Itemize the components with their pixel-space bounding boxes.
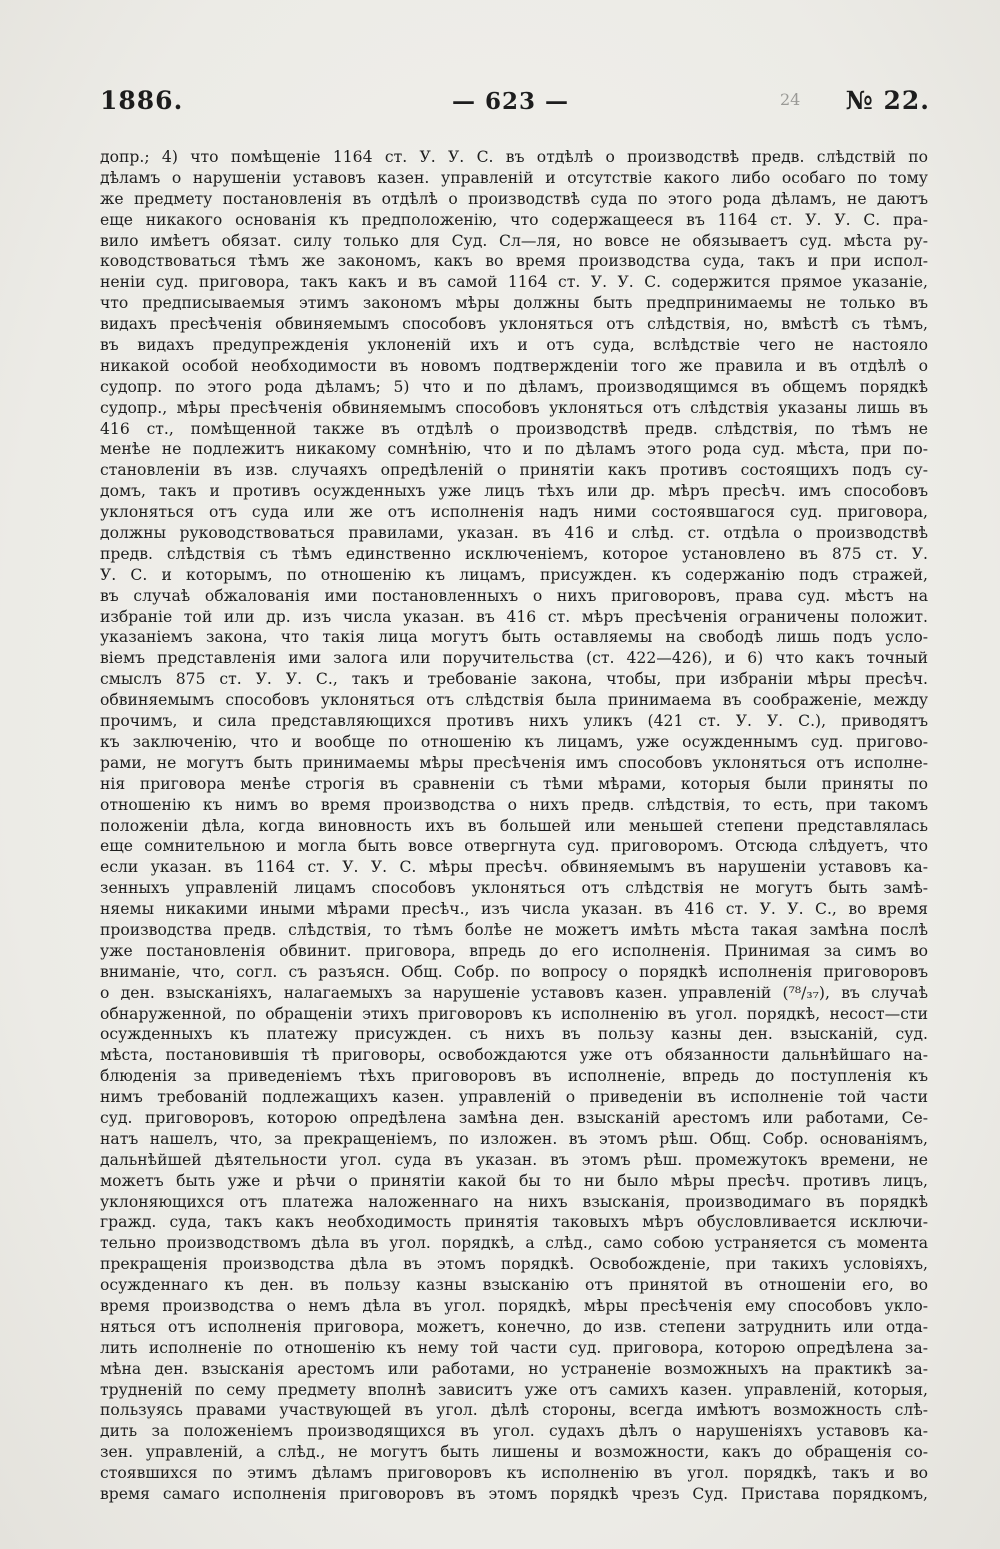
text-line: пользуясь правами участвующей въ угол. дѣлѣ стороны, всегда имѣютъ возможность слѣ-: [100, 1401, 928, 1420]
text-line: обнаруженной, по обращеніи этихъ приговоровъ къ исполненію въ угол. порядкѣ, несост—сти: [100, 1004, 928, 1023]
text-line: уклоняющихся отъ платежа наложеннаго на нихъ взысканія, производимаго въ порядкѣ: [100, 1192, 928, 1211]
text-line: о ден. взысканіяхъ, налагаемыхъ за нарушеніе уставовъ казен. управленій (⁷⁸/₃₇), въ случаѣ: [100, 983, 928, 1002]
text-line: стоявшихся по этимъ дѣламъ приговоровъ къ исполненію въ угол. порядкѣ, такъ и во: [100, 1464, 928, 1483]
text-line: мѣна ден. взысканія арестомъ или работами, но устраненіе возможныхъ на практикѣ за-: [100, 1359, 928, 1378]
text-line: въ случаѣ обжалованія ими постановленныхъ о нихъ приговоровъ, права суд. мѣстъ на: [100, 586, 928, 605]
text-line: дѣламъ о нарушеніи уставовъ казен. управленій и отсутствіе какого либо особаго по тому: [100, 168, 928, 187]
text-line: осужденныхъ къ платежу присужден. съ нихъ въ пользу казны ден. взысканій, суд.: [100, 1025, 928, 1044]
text-line: прекращенія производства дѣла въ этомъ порядкѣ. Освобожденіе, при такихъ условіяхъ,: [100, 1255, 928, 1274]
text-line: нія приговора менѣе строгія въ сравненіи съ тѣми мѣрами, которыя были приняты по: [100, 774, 928, 793]
text-line: мѣста, постановившія тѣ приговоры, освобождаются уже отъ обязанности дальнѣйшаго на-: [100, 1046, 928, 1065]
text-line: судопр., мѣры пресѣченія обвиняемымъ способовъ уклоняться отъ слѣдствія указаны лишь въ: [100, 398, 928, 417]
text-line: еще никакого основанія къ предположенію, что содержащееся въ 1164 ст. У. У. С. пра-: [100, 210, 928, 229]
text-line: становленіи въ изв. случаяхъ опредѣленій о принятіи какъ противъ состоящихъ подъ су-: [100, 461, 928, 480]
text-line: время производства о немъ дѣла въ угол. порядкѣ, мѣры пресѣченія ему способовъ укло-: [100, 1296, 928, 1315]
text-line: если указан. въ 1164 ст. У. У. С. мѣры пресѣч. обвиняемымъ въ нарушеніи уставовъ ка-: [100, 858, 928, 877]
page-header: [100, 86, 930, 126]
text-line: отношенію къ нимъ во время производства о нихъ предв. слѣдствія, то есть, при такомъ: [100, 795, 928, 814]
text-line: няться отъ исполненія приговора, можетъ, конечно, до изв. степени затруднить или отда-: [100, 1317, 928, 1336]
text-line: менѣе не подлежитъ никакому сомнѣнію, что и по дѣламъ этого рода суд. мѣста, при по-: [100, 440, 928, 459]
text-line: суд. приговоровъ, которою опредѣлена замѣна ден. взысканій арестомъ или работами, Се-: [100, 1108, 928, 1127]
text-line: смыслъ 875 ст. У. У. С., такъ и требованіе закона, чтобы, при избраніи мѣры пресѣч.: [100, 670, 928, 689]
text-line: У. С. и которымъ, по отношенію къ лицамъ, присужден. къ содержанію подъ стражей,: [100, 565, 928, 584]
text-line: избраніе той или др. изъ числа указан. въ 416 ст. мѣръ пресѣченія ограничены положит.: [100, 607, 928, 626]
text-line: положеніи дѣла, когда виновность ихъ въ большей или меньшей степени представлялась: [100, 816, 928, 835]
text-line: віемъ представленія ими залога или поручительства (ст. 422—426), и 6) что какъ точный: [100, 649, 928, 668]
text-line: зенныхъ управленій лицамъ способовъ уклоняться отъ слѣдствія не могутъ быть замѣ-: [100, 879, 928, 898]
text-line: вниманіе, что, согл. съ разъясн. Общ. Собр. по вопросу о порядкѣ исполненія приговоровъ: [100, 962, 928, 981]
text-line: прочимъ, и сила представляющихся противъ нихъ уликъ (421 ст. У. У. С.), приводятъ: [100, 712, 928, 731]
text-line: 416 ст., помѣщенной также въ отдѣлѣ о производствѣ предв. слѣдствія, по тѣмъ не: [100, 419, 928, 438]
faint-mark: 24: [780, 90, 801, 109]
text-line: неніи суд. приговора, такъ какъ и въ самой 1164 ст. У. У. С. содержится прямое указаніе,: [100, 273, 928, 292]
text-line: указаніемъ закона, что такія лица могутъ быть оставляемы на свободѣ лишь подъ усло-: [100, 628, 928, 647]
text-line: судопр. по этого рода дѣламъ; 5) что и по дѣламъ, производящимся въ общемъ порядкѣ: [100, 377, 928, 396]
page-number: — 623 —: [452, 88, 570, 115]
text-line: видахъ пресѣченія обвиняемымъ способовъ уклоняться отъ слѣдствія, но, вмѣстѣ съ тѣмъ,: [100, 315, 928, 334]
text-line: гражд. суда, такъ какъ необходимость принятія таковыхъ мѣръ обусловливается исключи-: [100, 1213, 928, 1232]
text-line: блюденія за приведеніемъ тѣхъ приговоровъ въ исполненіе, впредь до поступленія къ: [100, 1067, 928, 1086]
text-line: время самаго исполненія приговоровъ въ этомъ порядкѣ чрезъ Суд. Пристава порядкомъ,: [100, 1485, 928, 1503]
text-line: рами, не могутъ быть принимаемы мѣры пресѣченія имъ способовъ уклоняться отъ исполне-: [100, 753, 928, 772]
text-line: няемы никакими иными мѣрами пресѣч., изъ числа указан. въ 416 ст. У. У. С., во время: [100, 900, 928, 919]
text-line: обвиняемымъ способовъ уклоняться отъ слѣдствія была принимаема въ соображеніе, между: [100, 691, 928, 710]
text-line: уклоняться отъ суда или же отъ исполненія надъ ними состоявшагося суд. приговора,: [100, 503, 928, 522]
text-line: къ заключенію, что и вообще по отношенію къ лицамъ, уже осужденнымъ суд. пригово-: [100, 732, 928, 751]
text-line: никакой особой необходимости въ новомъ подтвержденіи того же правила и въ отдѣлѣ о: [100, 356, 928, 375]
text-line: въ видахъ предупрежденія уклоненій ихъ и отъ суда, вслѣдствіе чего не настояло: [100, 336, 928, 355]
text-line: еще сомнительною и могла быть вовсе отвергнута суд. приговоромъ. Отсюда слѣдуетъ, что: [100, 837, 928, 856]
year-label: 1886.: [100, 86, 184, 115]
issue-number: № 22.: [845, 86, 930, 115]
text-line: что предписываемыя этимъ закономъ мѣры должны быть предпринимаемы не только въ: [100, 294, 928, 313]
text-line: натъ нашелъ, что, за прекращеніемъ, по изложен. въ этомъ рѣш. Общ. Собр. основаніямъ,: [100, 1129, 928, 1148]
text-line: должны руководствоваться правилами, указан. въ 416 и слѣд. ст. отдѣла о производствѣ: [100, 524, 928, 543]
text-line: предв. слѣдствія съ тѣмъ единственно исключеніемъ, которое установлено въ 875 ст. У.: [100, 544, 928, 563]
text-line: домъ, такъ и противъ осужденныхъ уже лицъ тѣхъ или др. мѣръ пресѣч. имъ способовъ: [100, 482, 928, 501]
text-line: же предмету постановленія въ отдѣлѣ о производствѣ суда по этого рода дѣламъ, не даютъ: [100, 189, 928, 208]
text-line: тельно производствомъ дѣла въ угол. порядкѣ, а слѣд., само собою устраняется съ момента: [100, 1234, 928, 1253]
text-line: дальнѣйшей дѣятельности угол. суда въ указан. въ этомъ рѣш. промежутокъ времени, не: [100, 1150, 928, 1169]
text-line: лить исполненіе по отношенію къ нему той части суд. приговора, которою опредѣлена за-: [100, 1338, 928, 1357]
text-line: осужденнаго къ ден. въ пользу казны взысканію отъ принятой въ отношеніи его, во: [100, 1276, 928, 1295]
text-line: можетъ быть уже и рѣчи о принятіи какой бы то ни было мѣры пресѣч. противъ лицъ,: [100, 1171, 928, 1190]
text-line: трудненій по сему предмету вполнѣ зависитъ уже отъ самихъ казен. управленій, которыя,: [100, 1380, 928, 1399]
text-line: ководствоваться тѣмъ же закономъ, какъ во время производства суда, такъ и при испол-: [100, 252, 928, 271]
text-line: дить за положеніемъ производящихся въ угол. судахъ дѣлъ о нарушеніяхъ уставовъ ка-: [100, 1422, 928, 1441]
text-line: нимъ требованій подлежащихъ казен. управленій о приведеніи въ исполненіе той части: [100, 1088, 928, 1107]
text-line: зен. управленій, а слѣд., не могутъ быть лишены и возможности, какъ до обращенія со-: [100, 1443, 928, 1462]
text-line: вило имѣетъ обязат. силу только для Суд. Сл—ля, но вовсе не обязываетъ суд. мѣста ру-: [100, 231, 928, 250]
text-line: допр.; 4) что помѣщеніе 1164 ст. У. У. С. въ отдѣлѣ о производствѣ предв. слѣдствій по: [100, 148, 928, 166]
text-line: производства предв. слѣдствія, то тѣмъ болѣе не можетъ имѣть мѣста такая замѣна послѣ: [100, 920, 928, 939]
text-line: уже постановленія обвинит. приговора, впредь до его исполненія. Принимая за симъ во: [100, 941, 928, 960]
body-text: [100, 147, 928, 1505]
